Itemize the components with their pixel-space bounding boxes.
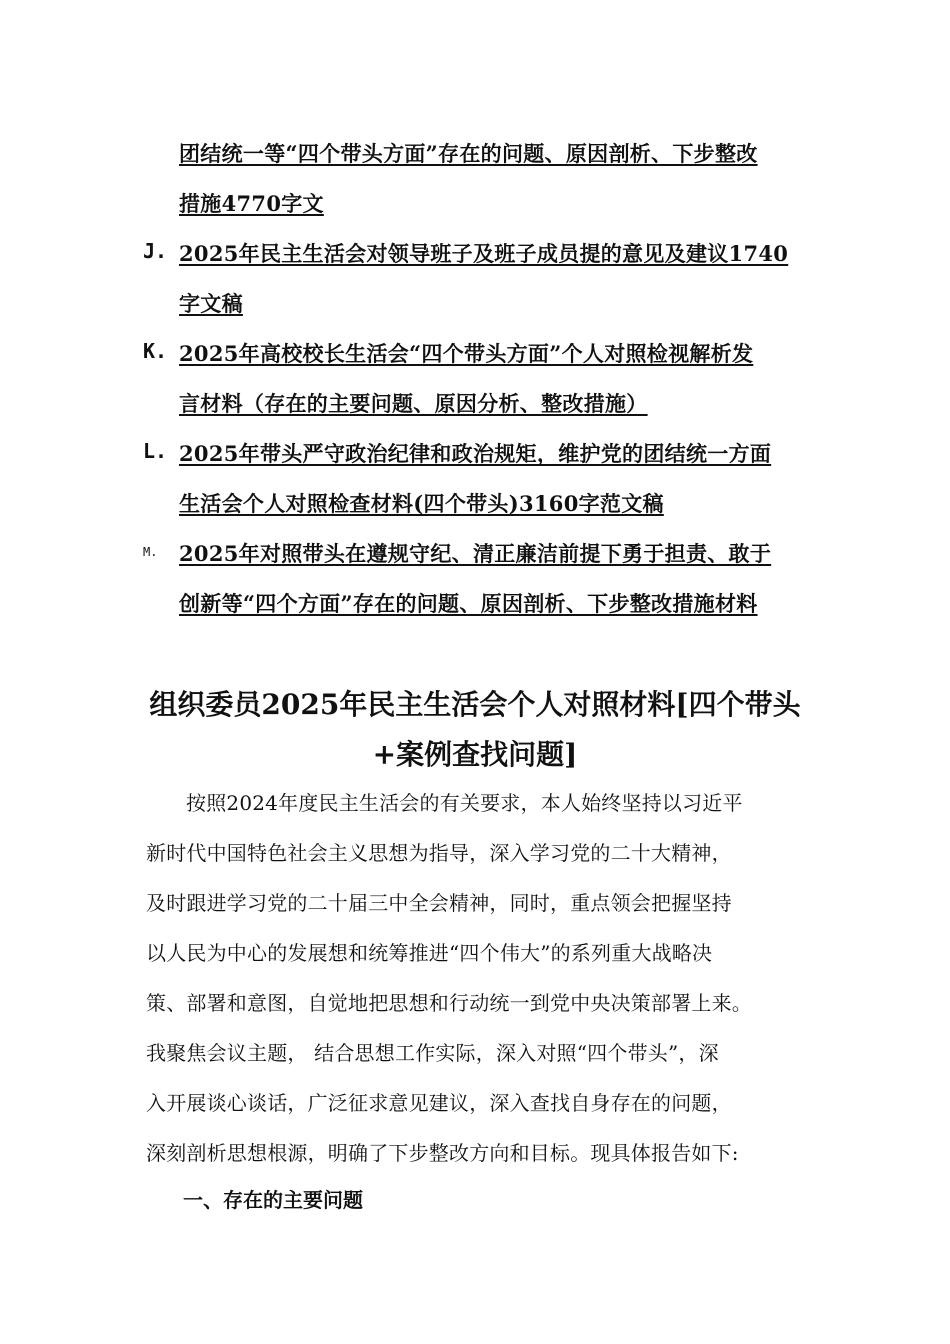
title-line: 组织委员2025年民主生活会个人对照材料[四个带头: [149, 688, 801, 721]
section-heading: 一、存在的主要问题: [183, 1188, 363, 1212]
toc-line[interactable]: 生活会个人对照检查材料(四个带头)3160字范文稿: [179, 491, 664, 516]
body-line: 以人民为中心的发展想和统筹推进“四个伟大”的系列重大战略决: [146, 941, 713, 965]
toc-line[interactable]: 创新等“四个方面”存在的问题、原因剖析、下步整改措施材料: [179, 591, 758, 616]
body-line: 策、部署和意图，自觉地把思想和行动统一到党中央决策部署上来。: [146, 991, 752, 1015]
body-line: 深刻剖析思想根源，明确了下步整改方向和目标。现具体报告如下:: [146, 1141, 739, 1165]
toc-line[interactable]: 措施4770字文: [179, 191, 324, 216]
toc-line[interactable]: 团结统一等“四个带头方面”存在的问题、原因剖析、下步整改: [179, 141, 758, 166]
toc-marker: K.: [143, 339, 168, 363]
body-line: 入开展谈心谈话，广泛征求意见建议，深入查找自身存在的问题，: [146, 1091, 732, 1115]
toc-line[interactable]: 字文稿: [179, 291, 243, 316]
toc-line[interactable]: 2025年高校校长生活会“四个带头方面”个人对照检视解析发: [179, 341, 754, 366]
body-line: 及时跟进学习党的二十届三中全会精神，同时，重点领会把握坚持: [146, 891, 732, 915]
body-line: 我聚焦会议主题， 结合思想工作实际，深入对照“四个带头”，深: [146, 1041, 719, 1065]
title-line: +案例查找问题]: [372, 738, 578, 771]
toc-line[interactable]: 2025年带头严守政治纪律和政治规矩，维护党的团结统一方面: [179, 441, 772, 466]
body-line: 新时代中国特色社会主义思想为指导，深入学习党的二十大精神，: [146, 841, 732, 865]
toc-line[interactable]: 2025年民主生活会对领导班子及班子成员提的意见及建议1740: [179, 241, 789, 266]
toc-marker: L.: [143, 439, 168, 463]
toc-line[interactable]: 言材料（存在的主要问题、原因分析、整改措施）: [179, 391, 648, 416]
toc-marker: J.: [143, 239, 168, 263]
toc-line[interactable]: 2025年对照带头在遵规守纪、清正廉洁前提下勇于担责、敢于: [179, 541, 772, 566]
toc-marker: M.: [143, 545, 158, 559]
body-line: 按照2024年度民主生活会的有关要求，本人始终坚持以习近平: [186, 791, 743, 815]
